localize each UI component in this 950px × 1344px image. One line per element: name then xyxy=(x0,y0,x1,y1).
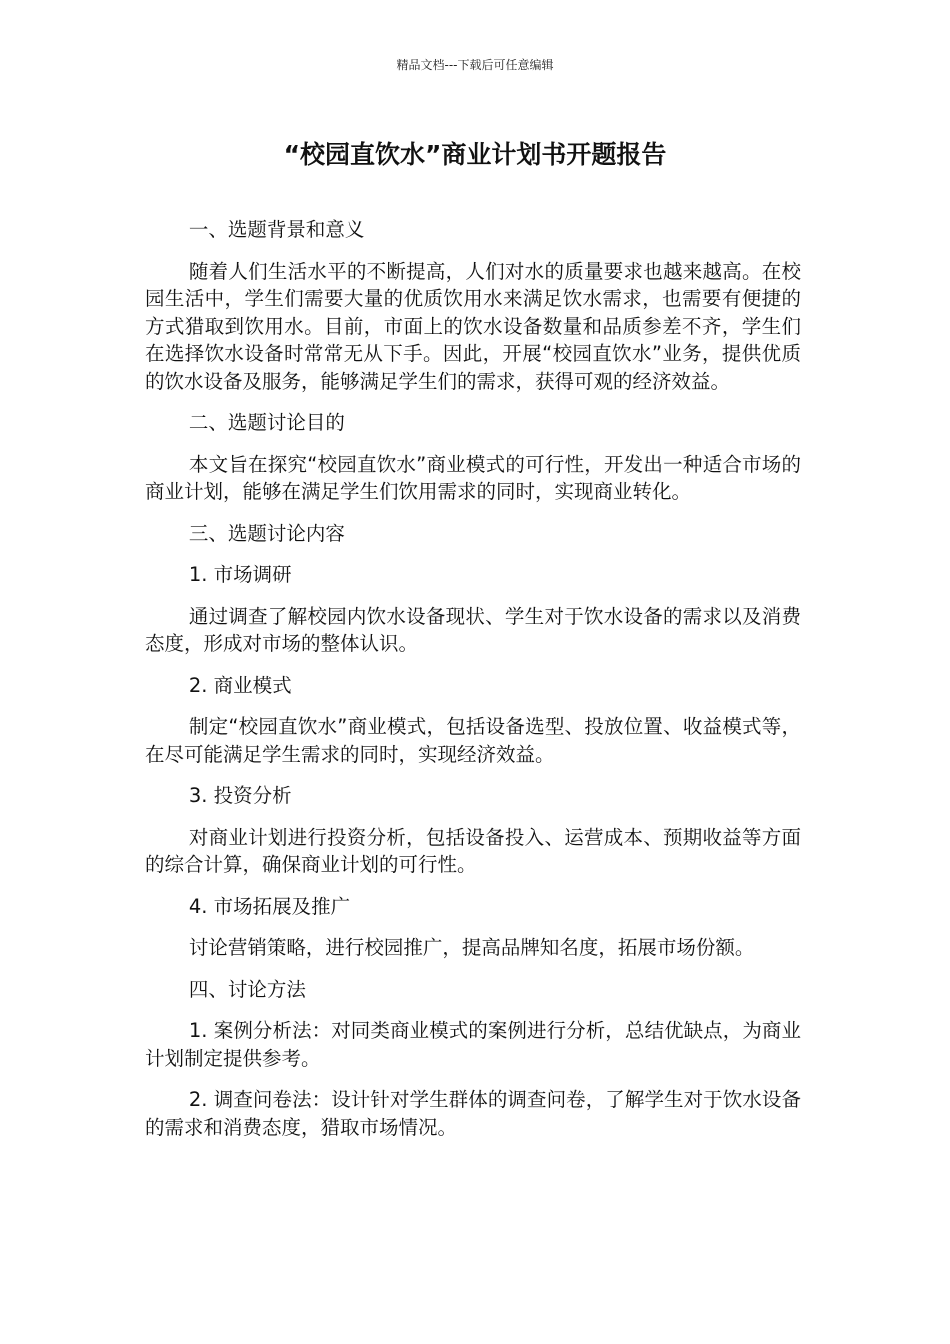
method-2-paragraph: 2. 调查问卷法：设计针对学生群体的调查问卷，了解学生对于饮水设备的需求和消费态度，猎取市场情况。 xyxy=(145,1088,801,1139)
subsection-3-1-heading: 1. 市场调研 xyxy=(188,563,292,586)
method-1-paragraph: 1. 案例分析法：对同类商业模式的案例进行分析，总结优缺点，为商业计划制定提供参考。 xyxy=(145,1019,801,1070)
subsection-3-3-heading: 3. 投资分析 xyxy=(188,784,292,807)
subsection-3-2-heading: 2. 商业模式 xyxy=(188,673,292,697)
section-2-paragraph: 本文旨在探究“校园直饮水”商业模式的可行性，开发出一种适合市场的商业计划，能够在满足学生们饮用需求的同时，实现商业转化。 xyxy=(145,452,801,503)
section-2-heading: 二、选题讨论目的 xyxy=(188,411,345,434)
subsection-3-2-paragraph: 制定“校园直饮水”商业模式，包括设备选型、投放位置、收益模式等，在尽可能满足学生需求的同时，实现经济效益。 xyxy=(145,715,801,766)
subsection-3-1-paragraph: 通过调查了解校园内饮水设备现状、学生对于饮水设备的需求以及消费态度，形成对市场的整体认识。 xyxy=(145,604,801,655)
subsection-3-3-paragraph: 对商业计划进行投资分析，包括设备投入、运营成本、预期收益等方面的综合计算，确保商业计划的可行性。 xyxy=(145,825,801,876)
document-title: “校园直饮水”商业计划书开题报告 xyxy=(283,140,667,169)
page-header: 精品文档---下载后可任意编辑 xyxy=(396,58,554,72)
section-4-heading: 四、讨论方法 xyxy=(188,977,306,1001)
section-1-heading: 一、选题背景和意义 xyxy=(188,218,365,241)
section-1-paragraph: 随着人们生活水平的不断提高，人们对水的质量要求也越来越高。在校园生活中，学生们需要大量的优质饮用水来满足饮水需求，也需要有便捷的方式猎取到饮用水。目前，市面上的饮水设备数量和品质参差不齐，学生们在选择饮水设备时常常无从下手。因此，开展“校园直饮水”业务，提供优质的饮水设备及服务，能够满足学生们的需求，获得可观的经济效益。 xyxy=(145,259,801,393)
subsection-3-4-heading: 4. 市场拓展及推广 xyxy=(188,894,351,918)
subsection-3-4-paragraph: 讨论营销策略，进行校园推广，提高品牌知名度，拓展市场份额。 xyxy=(188,936,755,959)
document-body xyxy=(145,216,801,1155)
section-3-heading: 三、选题讨论内容 xyxy=(188,521,345,545)
